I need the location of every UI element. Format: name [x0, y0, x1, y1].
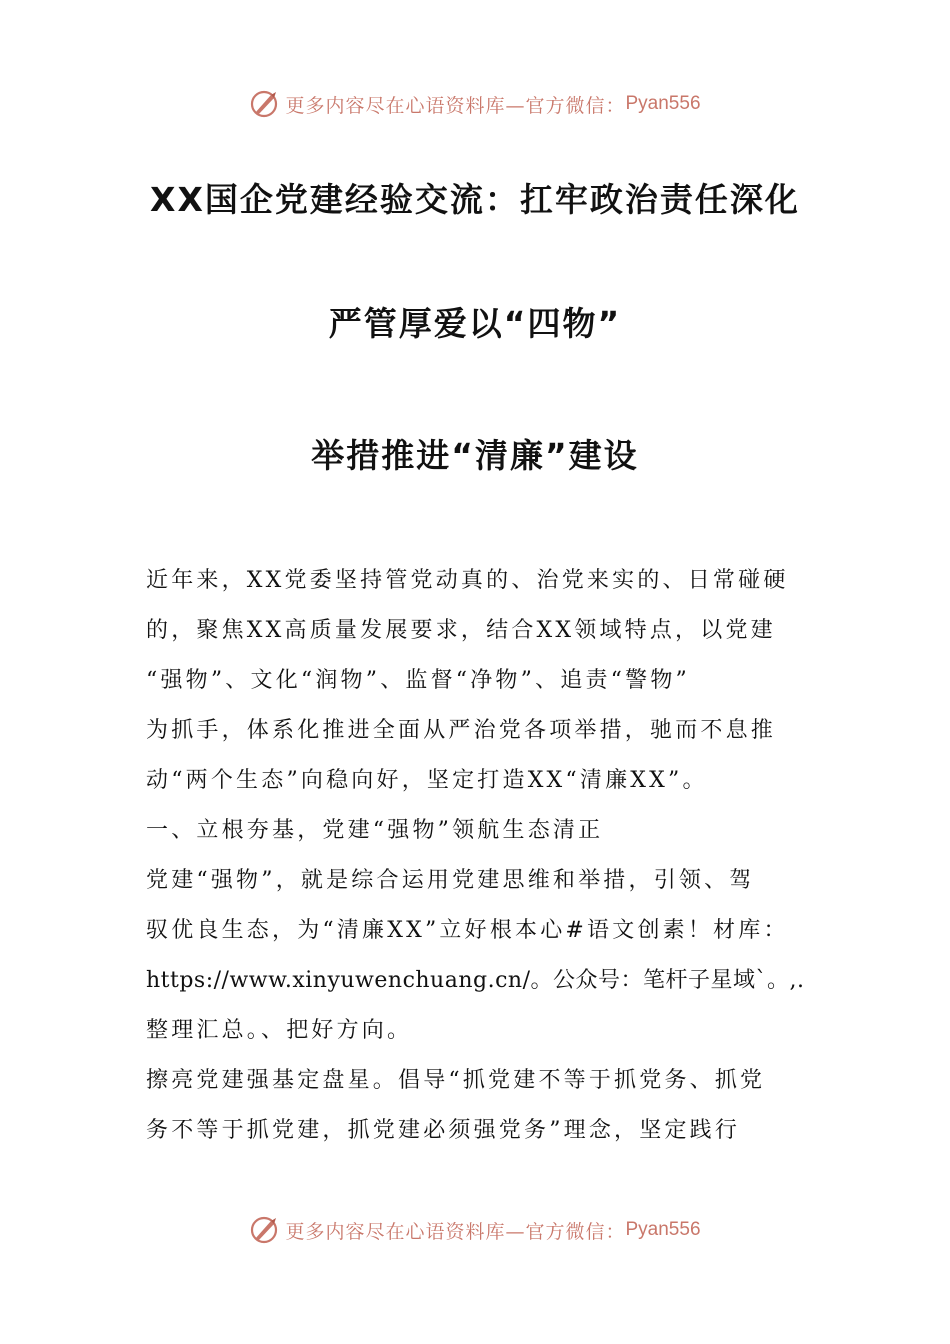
body-text-line: 驭优良生态，为“清廉XX”立好根本心#语文创素！材库：: [146, 918, 789, 943]
body-text-line: 擦亮党建强基定盘星。倡导“抓党建不等于抓党务、抓党: [146, 1068, 766, 1093]
quill-logo-icon: [249, 1215, 279, 1245]
document-title-line-2: 严管厚爱以“四物”: [328, 304, 622, 343]
body-text-line: 党建“强物”，就是综合运用党建思维和举措，引领、驾: [146, 868, 755, 893]
footer-watermark: [0, 1210, 950, 1250]
watermark-text: 更多内容尽在心语资料库—官方微信：: [285, 94, 626, 117]
document-title-line-1: XX国企党建经验交流：扛牢政治责任深化: [150, 180, 800, 219]
document-title-line-3: 举措推进“清廉”建设: [311, 436, 639, 475]
body-text-line: 为抓手，体系化推进全面从严治党各项举措，驰而不息推: [146, 718, 777, 743]
body-text-line: 近年来，XX党委坚持管党动真的、治党来实的、日常碰硬: [146, 568, 789, 593]
body-text-line: 动“两个生态”向稳向好，坚定打造XX“清廉XX”。: [146, 768, 708, 793]
body-text-line: 务不等于抓党建，抓党建必须强党务”理念，坚定践行: [146, 1118, 741, 1143]
watermark-text: 更多内容尽在心语资料库—官方微信：: [285, 1220, 626, 1243]
quill-logo-icon: [249, 89, 279, 119]
watermark-wechat-id: Pyan556: [625, 1219, 701, 1240]
body-text-line: 整理汇总。、把好方向。: [146, 1018, 413, 1043]
header-watermark: [0, 84, 950, 124]
watermark-wechat-id: Pyan556: [625, 93, 701, 114]
section-heading: 一、立根夯基，党建“强物”领航生态清正: [146, 818, 604, 843]
body-text-line: “强物”、文化“润物”、监督“净物”、追责“警物”: [146, 668, 690, 693]
body-text-line: 的，聚焦XX高质量发展要求，结合XX领域特点，以党建: [146, 618, 776, 643]
body-text-line: https://www.xinyuwenchuang.cn/。公众号：笔杆子星域`。,.: [146, 968, 805, 993]
